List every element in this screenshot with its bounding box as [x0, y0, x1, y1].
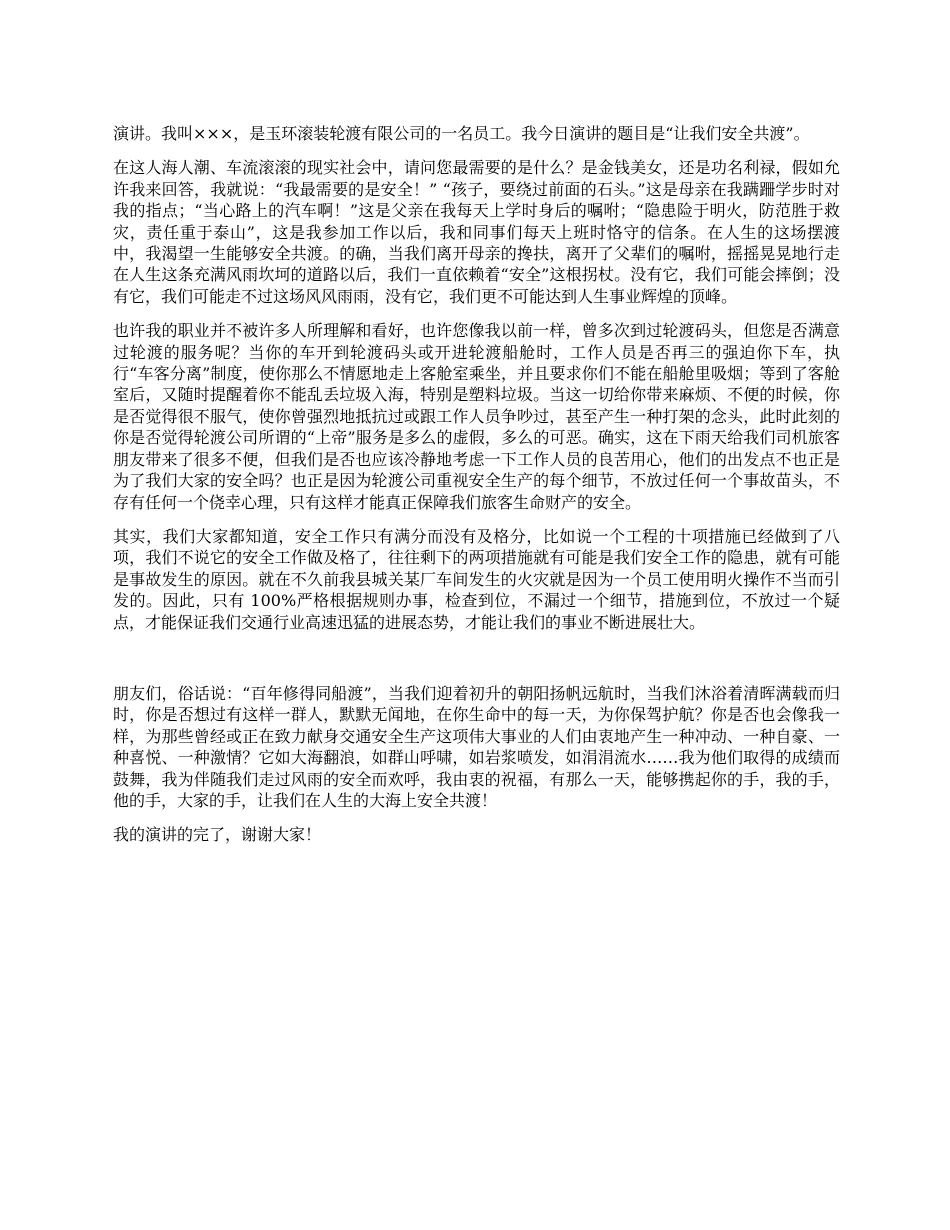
paragraph-ferry-service: 也许我的职业并不被许多人所理解和看好，也许您像我以前一样，曾多次到过轮渡码头，但您是否满意过轮渡的服务呢？当你的车开到轮渡码头或开进轮渡船舱时，工作人员是否再三的强迫你下车，执行“车客分离”制度，使你那么不情愿地走上客舱室乘坐，并且要求你们不能在船舱里吸烟；等到了客舱室后，又随时提醒着你不能乱丢垃圾入海，特别是塑料垃圾。当这一切给你带来麻烦、不便的时候，你是否觉得很不服气，使你曾强烈地抵抗过或跟工作人员争吵过，甚至产生一种打架的念头，此时此刻的你是否觉得轮渡公司所谓的“上帝”服务是多么的虚假，多么的可恶。确实，这在下雨天给我们司机旅客朋友带来了很多不便，但我们是否也应该冷静地考虑一下工作人员的良苦用心，他们的出发点不也正是为了我们大家的安全吗？也正是因为轮渡公司重视安全生产的每个细节，不放过任何一个事故苗头，不存有任何一个侥幸心理，只有这样才能真正保障我们旅客生命财产的安全。 — [113, 321, 840, 512]
document-body — [113, 123, 840, 859]
paragraph-full-score: 其实，我们大家都知道，安全工作只有满分而没有及格分，比如说一个工程的十项措施已经做到了八项，我们不说它的安全工作做及格了，往往剩下的两项措施就有可能是我们安全工作的隐患，就有可能是事故发生的原因。就在不久前我县城关某厂车间发生的火灾就是因为一个员工使用明火操作不当而引发的。因此，只有 100%严格根据规则办事，检查到位，不漏过一个细节，措施到位，不放过一个疑点，才能保证我们交通行业高速迅猛的进展态势，才能让我们的事业不断进展壮大。 — [113, 526, 840, 632]
paragraph-intro: 演讲。我叫×××，是玉环滚装轮渡有限公司的一名员工。我今日演讲的题目是“让我们安全共渡”。 — [113, 124, 810, 143]
paragraph-safety-need: 在这人海人潮、车流滚滚的现实社会中，请问您最需要的是什么？是金钱美女，还是功名利禄，假如允许我来回答，我就说：“我最需要的是安全！” “孩子，要绕过前面的石头。”这是母亲在我蹒跚学步时对我的指点；“当心路上的汽车啊！”这是父亲在我每天上学时身后的嘱咐；“隐患险于明火，防范胜于救灾，责任重于泰山”，这是我参加工作以后，我和同事们每天上班时恪守的信条。在人生的这场摆渡中，我渴望一生能够安全共渡。的确，当我们离开母亲的搀扶，离开了父辈们的嘱咐，摇摇晃晃地行走在人生这条充满风雨坎坷的道路以后，我们一直依赖着“安全”这根拐杖。没有它，我们可能会摔倒；没有它，我们可能走不过这场风风雨雨，没有它，我们更不可能达到人生事业辉煌的顶峰。 — [113, 158, 840, 306]
paragraph-friends: 朋友们，俗话说：“百年修得同船渡”，当我们迎着初升的朝阳扬帆远航时，当我们沐浴着清晖满载而归时，你是否想过有这样一群人，默默无闻地，在你生命中的每一天，为你保驾护航？你是否也会像我一样，为那些曾经或正在致力献身交通安全生产这项伟大事业的人们由衷地产生一种冲动、一种自豪、一种喜悦、一种激情？它如大海翻浪，如群山呼啸，如岩浆喷发，如涓涓流水……我为他们取得的成绩而鼓舞，我为伴随我们走过风雨的安全而欢呼，我由衷的祝福，有那么一天，能够携起你的手，我的手，他的手，大家的手，让我们在人生的大海上安全共渡！ — [113, 683, 840, 810]
paragraph-spacer — [113, 646, 840, 683]
paragraph-closing: 我的演讲的完了，谢谢大家！ — [113, 825, 322, 845]
